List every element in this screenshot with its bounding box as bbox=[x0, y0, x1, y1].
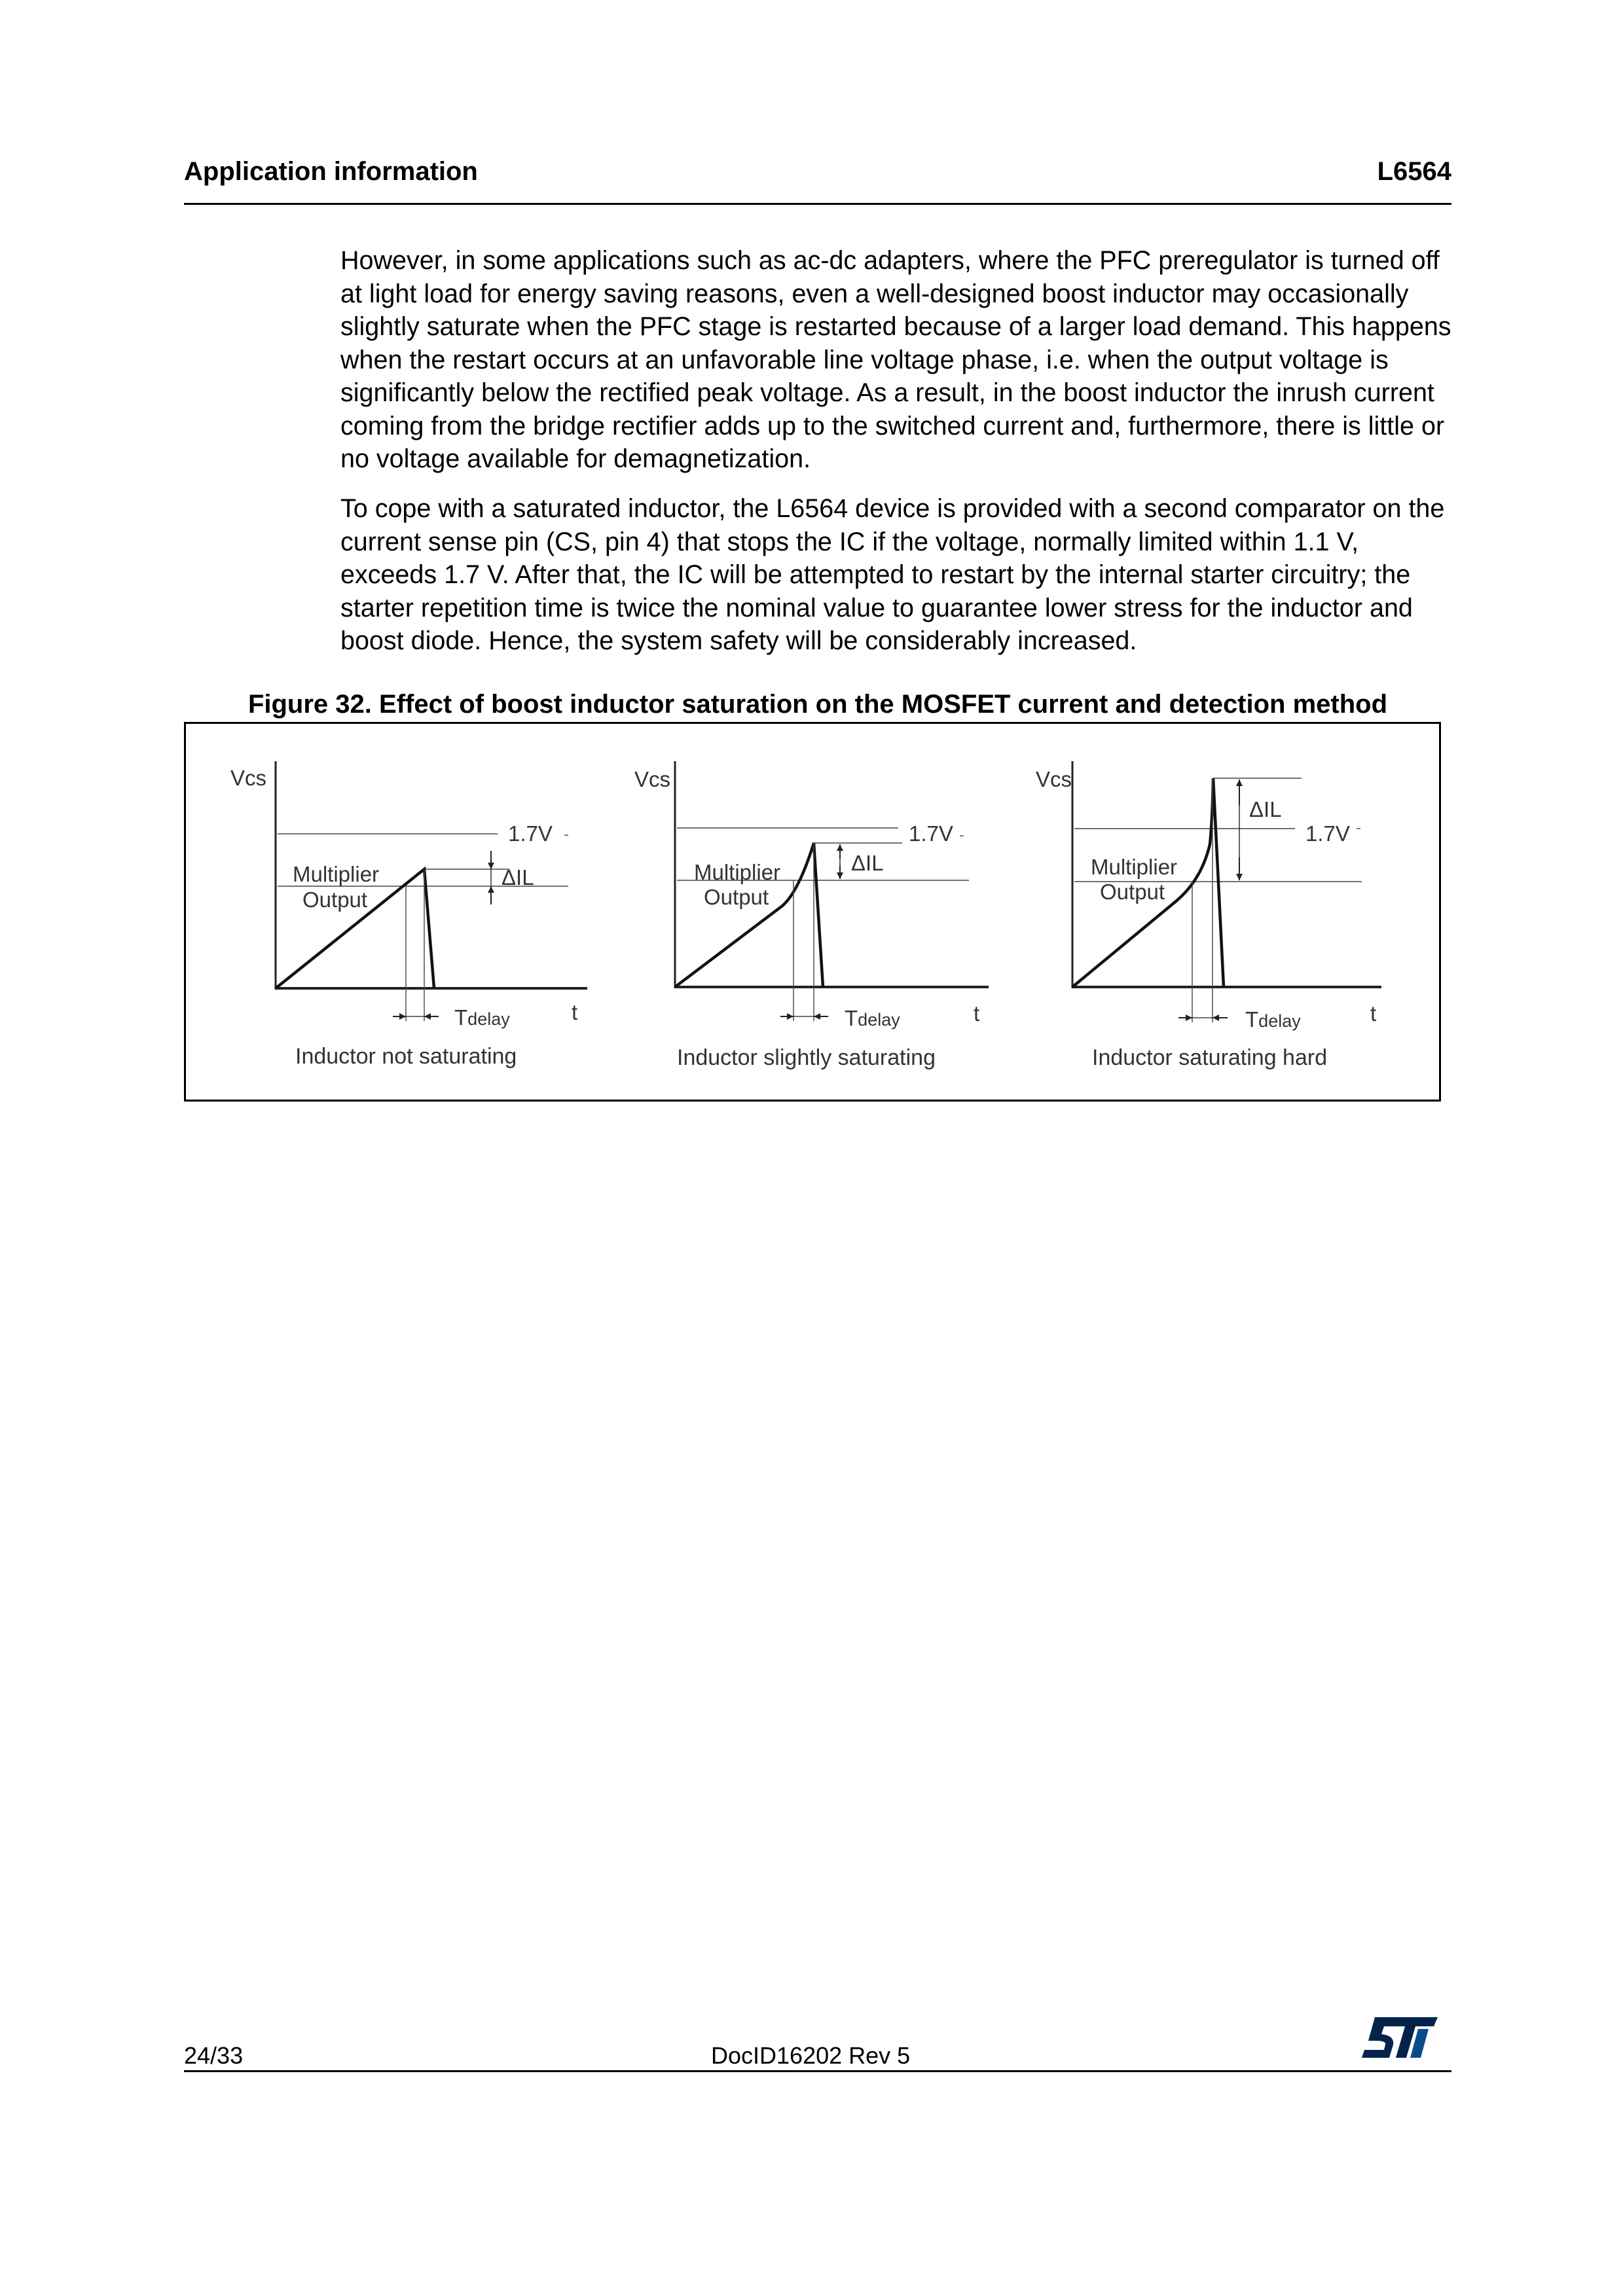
body-paragraph-1 bbox=[340, 244, 1453, 476]
delta-il-label: ΔIL bbox=[1249, 797, 1282, 821]
x-axis-label: t bbox=[572, 1000, 578, 1024]
body-paragraph-2 bbox=[340, 492, 1453, 658]
multiplier-label: Multiplier bbox=[293, 862, 380, 886]
footer-divider bbox=[184, 2070, 1451, 2072]
st-logo-icon bbox=[1355, 2015, 1440, 2060]
section-title: Application information bbox=[184, 157, 478, 186]
panel-subtitle: Inductor slightly saturating bbox=[677, 1045, 936, 1070]
page-number: 24/33 bbox=[184, 2042, 244, 2069]
tdelay-label: Tdelay bbox=[1245, 1007, 1301, 1031]
part-number: L6564 bbox=[1377, 157, 1451, 186]
panel-subtitle: Inductor not saturating bbox=[295, 1044, 517, 1069]
figure-frame bbox=[184, 722, 1441, 1102]
panel-subtitle: Inductor saturating hard bbox=[1092, 1045, 1328, 1070]
x-axis-label: t bbox=[1370, 1001, 1377, 1026]
output-label: Output bbox=[1100, 880, 1165, 904]
header-divider bbox=[184, 203, 1451, 205]
multiplier-label: Multiplier bbox=[694, 860, 781, 884]
y-axis-label: Vcs bbox=[1036, 767, 1072, 791]
threshold-label: 1.7V bbox=[508, 821, 553, 846]
document-id: DocID16202 Rev 5 bbox=[711, 2042, 911, 2069]
output-label: Output bbox=[704, 885, 769, 909]
y-axis-label: Vcs bbox=[230, 766, 267, 790]
tdelay-label: Tdelay bbox=[454, 1005, 510, 1030]
threshold-label: 1.7V bbox=[1305, 821, 1350, 846]
delta-il-label: ΔIL bbox=[501, 865, 534, 889]
figure-caption: Figure 32. Effect of boost inductor saturation on the MOSFET current and detection method bbox=[247, 690, 1388, 719]
threshold-label: 1.7V bbox=[909, 821, 953, 846]
output-label: Output bbox=[302, 888, 368, 912]
paragraph-text: However, in some applications such as ac-dc adapters, where the PFC preregulator is turned off at light load for energy saving reasons, even a well-designed boost inductor may occasionally slightly saturate when the PFC stage is restarted because of a larger load demand. This happens when the restart occurs at an unfavorable line voltage phase, i.e. when the output voltage is significantly below the rectified peak voltage. As a result, in the boost inductor the inrush current coming from the bridge rectifier adds up to the switched current and, furthermore, there is little or no voltage available for demagnetization. bbox=[340, 246, 1451, 473]
x-axis-label: t bbox=[974, 1001, 980, 1026]
delta-il-label: ΔIL bbox=[851, 851, 884, 875]
paragraph-text: To cope with a saturated inductor, the L6564 device is provided with a second comparator on the current sense pin (CS, pin 4) that stops the IC if the voltage, normally limited within 1.1 V, exceeds 1.7 V. After that, the IC will be attempted to restart by the internal starter circuitry; the starter repetition time is twice the nominal value to guarantee lower stress for the inductor and boost diode. Hence, the system safety will be considerably increased. bbox=[340, 494, 1445, 655]
multiplier-label: Multiplier bbox=[1091, 855, 1178, 879]
y-axis-label: Vcs bbox=[634, 767, 671, 791]
tdelay-label: Tdelay bbox=[845, 1006, 900, 1030]
page-header bbox=[184, 157, 1451, 204]
